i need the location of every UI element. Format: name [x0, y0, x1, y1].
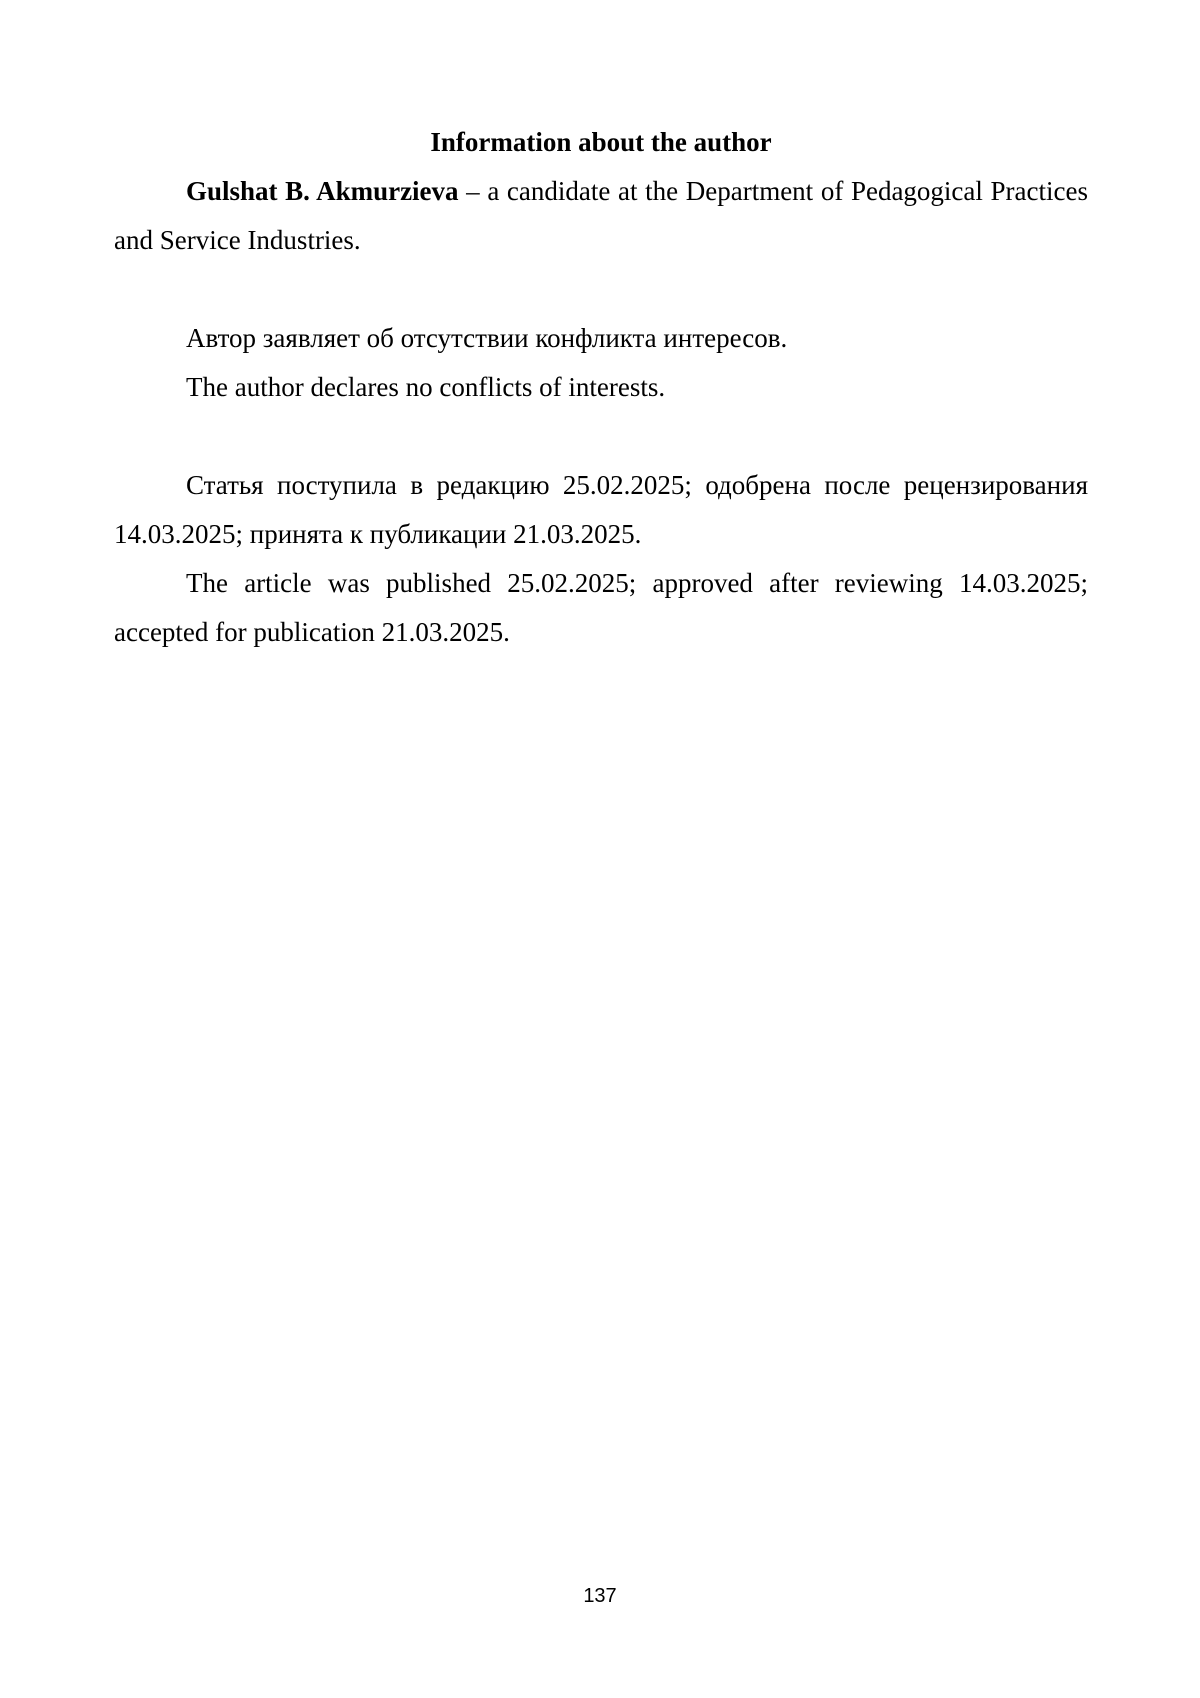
page-content	[114, 118, 1088, 657]
conflict-statement-ru: Автор заявляет об отсутствии конфликта интересов.	[186, 323, 788, 353]
spacer	[114, 412, 1088, 461]
article-history-ru: Статья поступила в редакцию 25.02.2025; одобрена после рецензирования 14.03.2025; принята к публикации 21.03.2025.	[114, 470, 1088, 549]
article-history-en: The article was published 25.02.2025; approved after reviewing 14.03.2025; accepted for publication 21.03.2025.	[114, 568, 1088, 647]
page-number: 137	[583, 1585, 617, 1607]
section-title: Information about the author	[430, 127, 772, 157]
author-info-paragraph	[114, 167, 1088, 265]
author-description: – a candidate at the Department of Pedagogical Practices and Service Industries.	[114, 176, 1088, 255]
author-name: Gulshat B. Akmurzieva	[186, 176, 459, 206]
conflict-statement-en: The author declares no conflicts of interests.	[186, 372, 666, 402]
spacer	[114, 265, 1088, 314]
